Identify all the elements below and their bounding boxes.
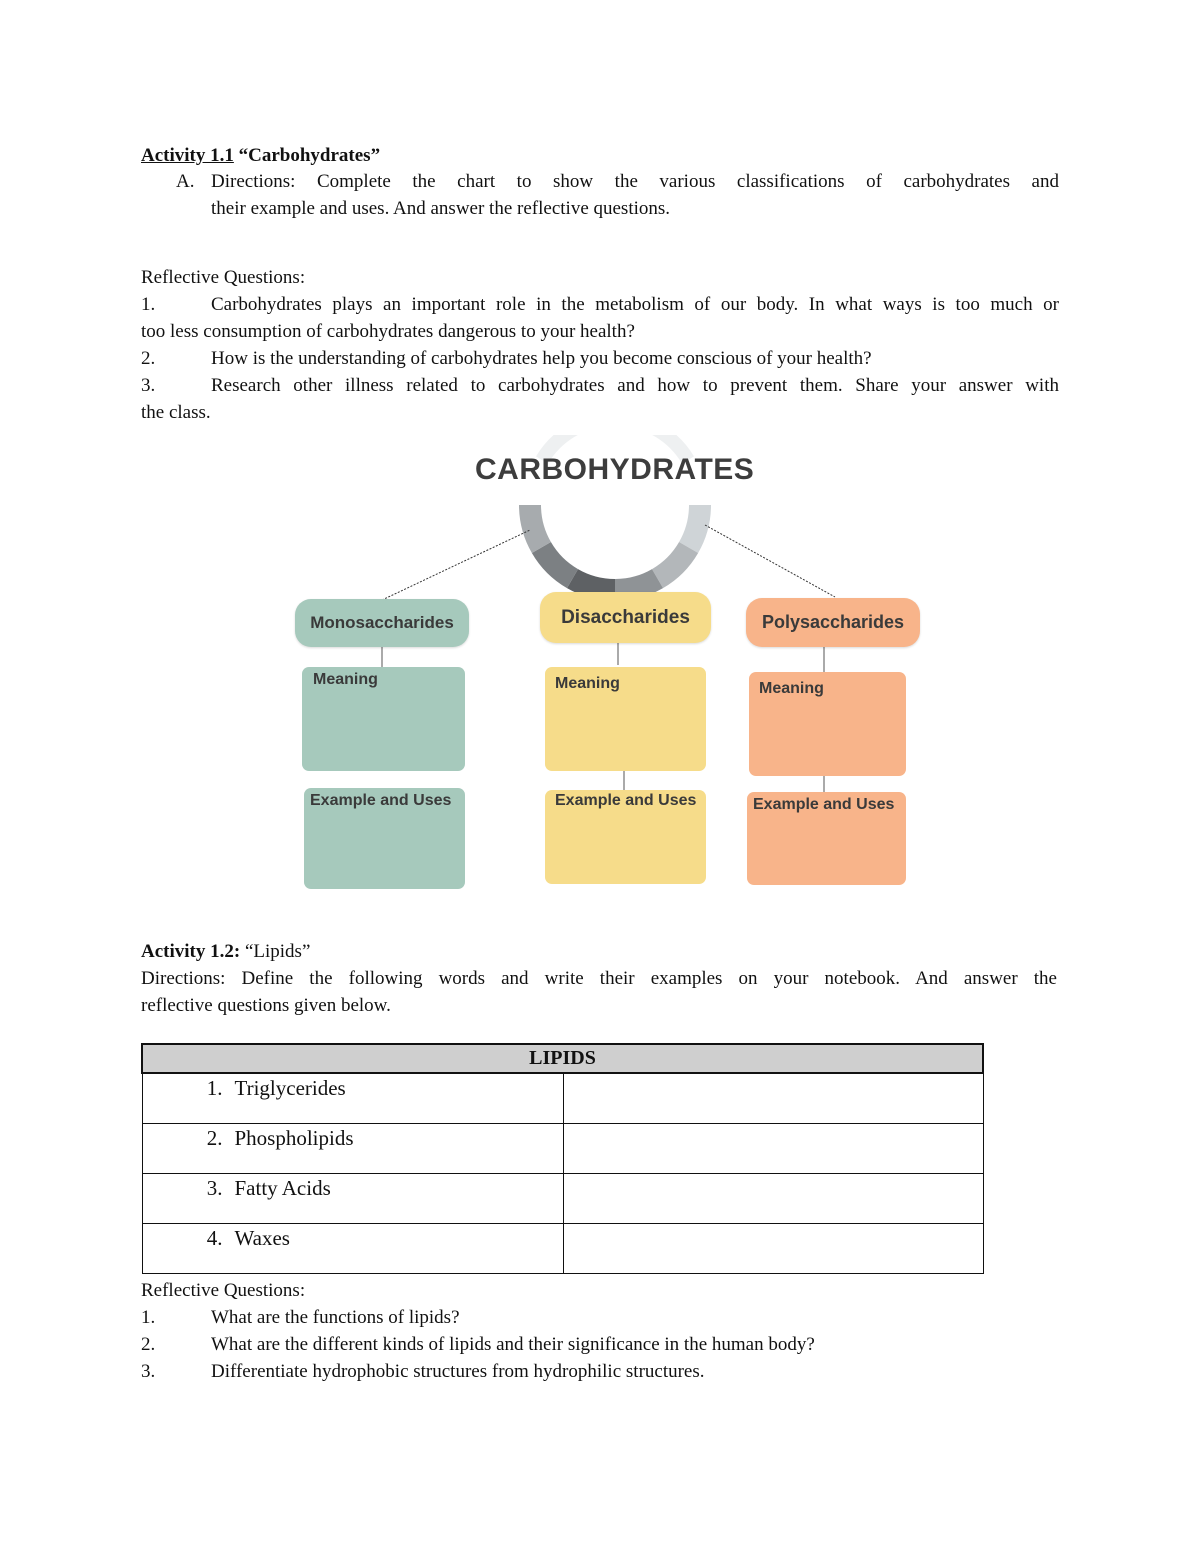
question-text: Differentiate hydrophobic structures from hydrophilic structures. bbox=[211, 1361, 705, 1382]
category-pill-polysaccharides bbox=[746, 598, 920, 647]
question-item bbox=[141, 1358, 1059, 1385]
reflective-questions-heading: Reflective Questions: bbox=[141, 267, 306, 288]
ring-segment bbox=[541, 548, 572, 579]
question-number: 2. bbox=[141, 1334, 156, 1355]
table-row bbox=[142, 1174, 983, 1224]
question-text: Carbohydrates plays an important role in the metabolism of our body. In what ways is too much or bbox=[211, 294, 1059, 315]
activity-1-1-subject: “Carbohydrates” bbox=[233, 145, 381, 166]
term-cell bbox=[142, 1073, 563, 1124]
meaning-label: Meaning bbox=[313, 671, 378, 688]
uses-box-disaccharides bbox=[545, 790, 706, 884]
ring-segment bbox=[530, 505, 541, 548]
question-text: Research other illness related to carbohydrates and how to prevent them. Share your answer with bbox=[211, 375, 1059, 396]
question-text: What are the different kinds of lipids and their significance in the human body? bbox=[211, 1334, 815, 1355]
directions-line-1: Directions: Complete the chart to show the various classifications of carbohydrates and bbox=[211, 171, 1059, 192]
ring-segment bbox=[573, 579, 616, 590]
category-pill-disaccharides bbox=[540, 592, 711, 643]
table-row bbox=[142, 1073, 983, 1124]
uses-box-polysaccharides bbox=[747, 792, 906, 885]
uses-label: Example and Uses bbox=[555, 792, 697, 809]
connector-mono bbox=[382, 530, 530, 600]
question-number: 3. bbox=[141, 1361, 156, 1382]
meaning-label: Meaning bbox=[759, 680, 824, 697]
meaning-box-monosaccharides bbox=[302, 667, 465, 771]
table-row bbox=[142, 1224, 983, 1274]
ring-segment bbox=[658, 548, 689, 579]
answer-cell[interactable] bbox=[563, 1124, 983, 1174]
answer-cell[interactable] bbox=[563, 1073, 983, 1124]
activity-1-1-title: Activity 1.1 bbox=[141, 145, 234, 166]
question-text: How is the understanding of carbohydrates help you become conscious of your health? bbox=[211, 348, 872, 369]
term-text: Triglycerides bbox=[234, 1076, 346, 1100]
uses-label: Example and Uses bbox=[310, 792, 452, 809]
connector-poly bbox=[705, 525, 835, 597]
question-text-continued: the class. bbox=[141, 402, 211, 423]
category-label: Disaccharides bbox=[561, 606, 690, 628]
activity-1-2-subject: “Lipids” bbox=[240, 941, 311, 962]
directions-marker: A. bbox=[176, 171, 195, 192]
term-number: 2. bbox=[206, 1126, 223, 1150]
term-cell bbox=[142, 1224, 563, 1274]
table-header: LIPIDS bbox=[142, 1044, 983, 1073]
category-label: Polysaccharides bbox=[761, 612, 905, 632]
meaning-box-disaccharides bbox=[545, 667, 706, 771]
lipids-reflective-heading: Reflective Questions: bbox=[141, 1280, 306, 1301]
category-pill-monosaccharides bbox=[295, 599, 469, 647]
answer-cell[interactable] bbox=[563, 1224, 983, 1274]
meaning-label: Meaning bbox=[555, 675, 620, 692]
term-number: 1. bbox=[206, 1076, 223, 1100]
term-cell bbox=[142, 1174, 563, 1224]
meaning-box-polysaccharides bbox=[749, 672, 906, 776]
ring-segment bbox=[615, 579, 658, 590]
lipids-table bbox=[141, 1043, 984, 1274]
activity-1-1-heading bbox=[141, 142, 380, 169]
question-text: What are the functions of lipids? bbox=[211, 1307, 460, 1328]
lipids-directions-line-1: Directions: Define the following words and write their examples on your notebook. And answer the bbox=[141, 968, 1057, 989]
activity-1-2-title: Activity 1.2: bbox=[141, 941, 241, 962]
term-number: 3. bbox=[206, 1176, 223, 1200]
diagram-title: CARBOHYDRATES bbox=[475, 453, 755, 486]
uses-box-monosaccharides bbox=[304, 788, 465, 889]
question-item bbox=[141, 1304, 1059, 1331]
uses-label: Example and Uses bbox=[753, 796, 895, 813]
question-number: 3. bbox=[141, 375, 156, 396]
question-number: 2. bbox=[141, 348, 156, 369]
directions-line-2: their example and uses. And answer the reflective questions. bbox=[211, 198, 671, 219]
question-item bbox=[141, 1331, 1059, 1358]
term-cell bbox=[142, 1124, 563, 1174]
table-header-row bbox=[142, 1044, 983, 1073]
activity-1-2-heading bbox=[141, 938, 310, 965]
term-text: Phospholipids bbox=[234, 1126, 354, 1150]
term-text: Fatty Acids bbox=[234, 1176, 331, 1200]
term-number: 4. bbox=[206, 1226, 223, 1250]
ring-segment bbox=[689, 505, 700, 548]
question-text-continued: too less consumption of carbohydrates dangerous to your health? bbox=[141, 321, 635, 342]
table-row bbox=[142, 1124, 983, 1174]
question-number: 1. bbox=[141, 294, 156, 315]
carbohydrates-diagram bbox=[290, 435, 930, 900]
question-item bbox=[141, 291, 1059, 351]
question-number: 1. bbox=[141, 1307, 156, 1328]
answer-cell[interactable] bbox=[563, 1174, 983, 1224]
term-text: Waxes bbox=[234, 1226, 290, 1250]
category-label: Monosaccharides bbox=[310, 613, 454, 632]
question-item bbox=[141, 345, 1059, 372]
question-item bbox=[141, 372, 1059, 432]
lipids-directions-line-2: reflective questions given below. bbox=[141, 995, 391, 1016]
